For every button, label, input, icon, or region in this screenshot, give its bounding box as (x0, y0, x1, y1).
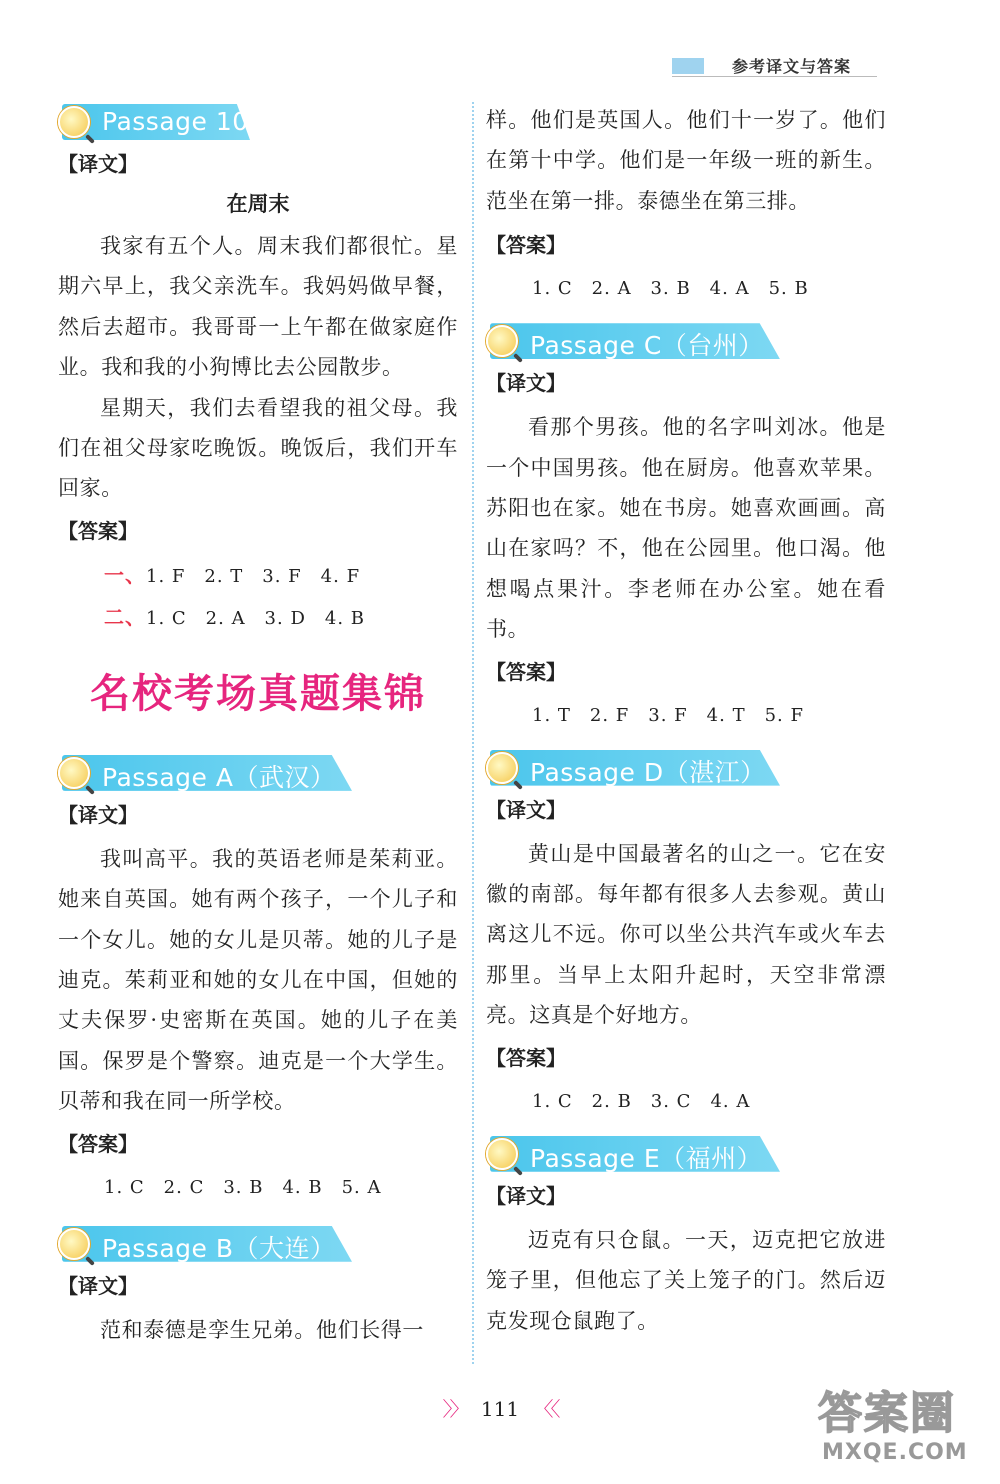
watermark-url: MXQE.COM (822, 1440, 968, 1465)
magnifier-icon (486, 1138, 518, 1170)
header-rule (672, 76, 877, 77)
magnifier-icon (486, 752, 518, 784)
answer-label: 【答案】 (58, 518, 138, 543)
passage-d-banner (486, 750, 886, 788)
banner-title: Passage D（湛江） (530, 757, 766, 787)
paragraph: 星期天，我们去看望我的祖父母。我们在祖父母家吃晚饭。晚饭后，我们开车回家。 (58, 395, 458, 501)
paragraph: 我家有五个人。周末我们都很忙。星期六早上，我父亲洗车。我妈妈做早餐，然后去超市。我哥哥一上午都在做家庭作业。我和我的小狗博比去公园散步。 (58, 234, 458, 380)
banner-title: Passage E（福州） (530, 1143, 763, 1173)
answer-line (104, 555, 458, 597)
left-column (58, 100, 458, 1350)
banner-title: Passage C（台州） (530, 331, 764, 361)
watermark-text: 答案圈 (818, 1388, 956, 1439)
answer-label: 【答案】 (486, 1045, 566, 1070)
passage-title: 在周末 (226, 191, 290, 216)
translation-label: 【译文】 (58, 1273, 138, 1298)
watermark-logo (818, 1388, 993, 1466)
banner-title: Passage 10 (102, 107, 249, 136)
magnifier-icon (58, 1228, 90, 1260)
answer-text: 1. C 2. A 3. B 4. A 5. B (532, 278, 809, 300)
banner-title: Passage B（大连） (102, 1233, 336, 1263)
translation-label: 【译文】 (486, 371, 566, 396)
answer-text: 1. C 2. C 3. B 4. B 5. A (104, 1176, 382, 1198)
paragraph: 看那个男孩。他的名字叫刘冰。他是一个中国男孩。他在厨房。他喜欢苹果。苏阳也在家。她在书房。她喜欢画画。高山在家吗？不，他在公园里。他口渴。他想喝点果汁。李老师在办公室。她在看书。 (486, 415, 886, 642)
answer-prefix: 二、 (104, 604, 146, 629)
passage-10-banner (58, 104, 458, 142)
answer-text: 1. C 2. A 3. D 4. B (146, 607, 366, 629)
right-arrows: 〈〈 (533, 1397, 558, 1421)
answer-label: 【答案】 (486, 659, 566, 684)
answer-prefix: 一、 (104, 562, 146, 587)
magnifier-icon (58, 757, 90, 789)
left-arrows: 〉〉 (442, 1397, 467, 1421)
paragraph: 范和泰德是孪生兄弟。他们长得一 (100, 1317, 424, 1342)
passage-c-banner (486, 323, 886, 361)
passage-b-banner (58, 1226, 458, 1264)
header-title: 参考译文与答案 (732, 57, 852, 76)
right-column (486, 100, 886, 1341)
answer-label: 【答案】 (58, 1131, 138, 1156)
answer-label: 【答案】 (486, 233, 566, 258)
answer-text: 1. F 2. T 3. F 4. F (146, 565, 361, 587)
answer-text: 1. T 2. F 3. F 4. T 5. F (532, 704, 804, 726)
paragraph: 迈克有只仓鼠。一天，迈克把它放进笼子里，但他忘了关上笼子的门。然后迈克发现仓鼠跑了。 (486, 1227, 886, 1333)
paragraph: 黄山是中国最著名的山之一。它在安徽的南部。每年都有很多人去参观。黄山离这儿不远。你可以坐公共汽车或火车去那里。当早上太阳升起时，天空非常漂亮。这真是个好地方。 (486, 841, 886, 1028)
translation-label: 【译文】 (58, 802, 138, 827)
page-header (672, 52, 877, 78)
column-divider (472, 102, 474, 1364)
translation-label: 【译文】 (486, 1183, 566, 1208)
magnifier-icon (58, 106, 90, 138)
passage-a-banner (58, 755, 458, 793)
answer-line (104, 597, 458, 639)
banner-title: Passage A（武汉） (102, 762, 336, 792)
passage-e-banner (486, 1136, 886, 1174)
answer-text: 1. C 2. B 3. C 4. A (532, 1090, 751, 1112)
section-title: 名校考场真题集锦 (90, 669, 426, 717)
page-number-text: 111 (480, 1397, 520, 1421)
paragraph: 样。他们是英国人。他们十一岁了。他们在第十中学。他们是一年级一班的新生。范坐在第一排。泰德坐在第三排。 (486, 108, 886, 213)
paragraph: 我叫高平。我的英语老师是茱莉亚。她来自英国。她有两个孩子，一个儿子和一个女儿。她的女儿是贝蒂。她的儿子是迪克。茱莉亚和她的女儿在中国，但她的丈夫保罗·史密斯在英国。她的儿子在美国。保罗是个警察。迪克是一个大学生。贝蒂和我在同一所学校。 (58, 846, 458, 1114)
magnifier-icon (486, 325, 518, 357)
translation-label: 【译文】 (486, 797, 566, 822)
header-color-block (672, 58, 704, 74)
translation-label: 【译文】 (58, 152, 138, 176)
